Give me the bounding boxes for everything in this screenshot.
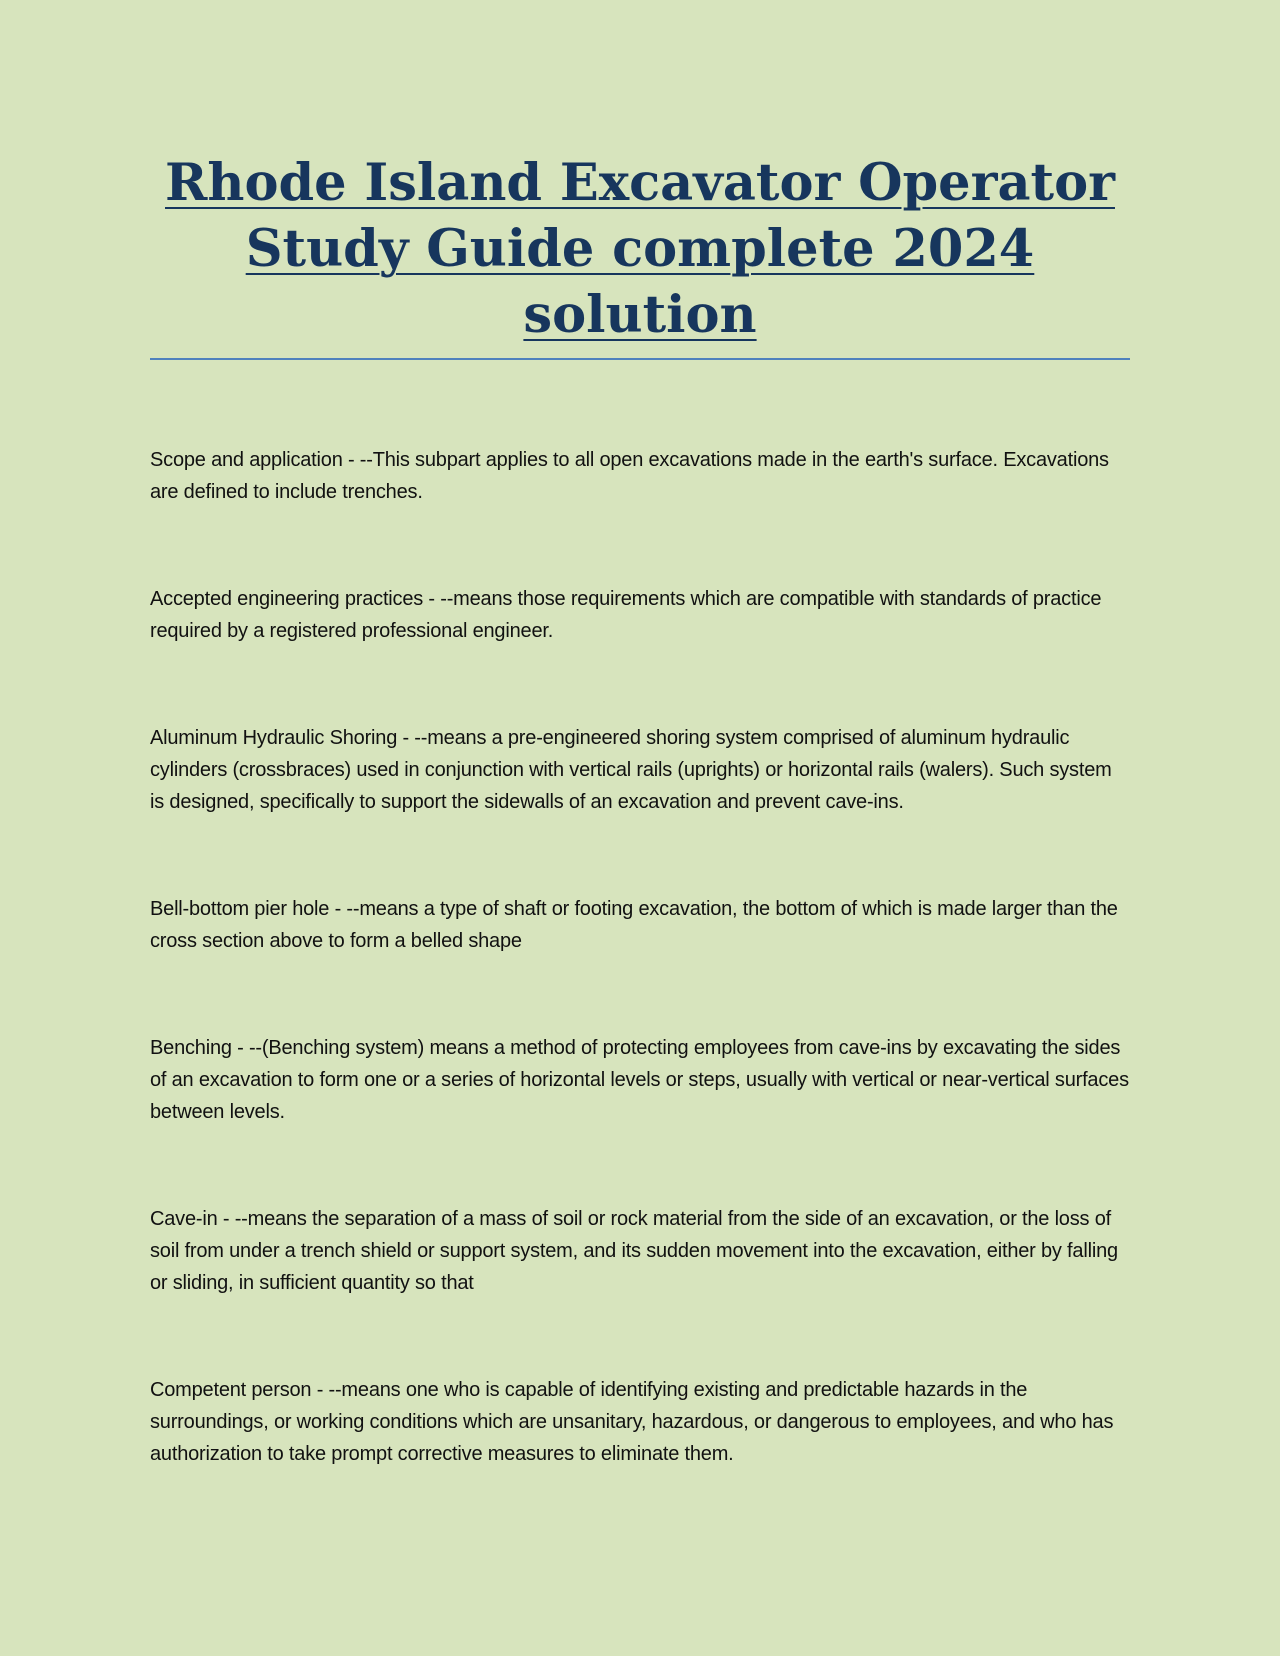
document-title: Rhode Island Excavator Operator Study Guide complete 2024 solution bbox=[165, 153, 1115, 345]
entry-cave-in: Cave-in - --means the separation of a mass of soil or rock material from the side of an excavation, or the loss of soil from under a trench shield or support system, and its sudden movement into the excavation, either by falling or sliding, in sufficient quantity so that bbox=[150, 1208, 1118, 1294]
document-page bbox=[150, 150, 1130, 1545]
title-divider bbox=[150, 358, 1130, 360]
entry-competent-person: Competent person - --means one who is capable of identifying existing and predictable hazards in the surroundings, or working conditions which are unsanitary, hazardous, or dangerous to employees, and who has authorization to take prompt corrective measures to eliminate them. bbox=[150, 1379, 1114, 1465]
entry-bell-bottom-pier-hole: Bell-bottom pier hole - --means a type of shaft or footing excavation, the bottom of which is made larger than the cross section above to form a belled shape bbox=[150, 898, 1118, 952]
entry-accepted-engineering-practices: Accepted engineering practices - --means those requirements which are compatible with standards of practice required by a registered professional engineer. bbox=[150, 588, 1102, 642]
entry-scope-and-application: Scope and application - --This subpart applies to all open excavations made in the earth's surface. Excavations are defined to include trenches. bbox=[150, 449, 1109, 503]
entry-aluminum-hydraulic-shoring: Aluminum Hydraulic Shoring - --means a pre-engineered shoring system comprised of aluminum hydraulic cylinders (crossbraces) used in conjunction with vertical rails (uprights) or horizontal rails (walers). Such system is designed, specifically to support the sidewalls of an excavation and prevent cave-ins. bbox=[150, 727, 1112, 813]
entry-benching: Benching - --(Benching system) means a method of protecting employees from cave-ins by excavating the sides of an excavation to form one or a series of horizontal levels or steps, usually with vertical or near-vertical surfaces between levels. bbox=[150, 1037, 1129, 1123]
entry-list bbox=[150, 444, 1130, 1470]
